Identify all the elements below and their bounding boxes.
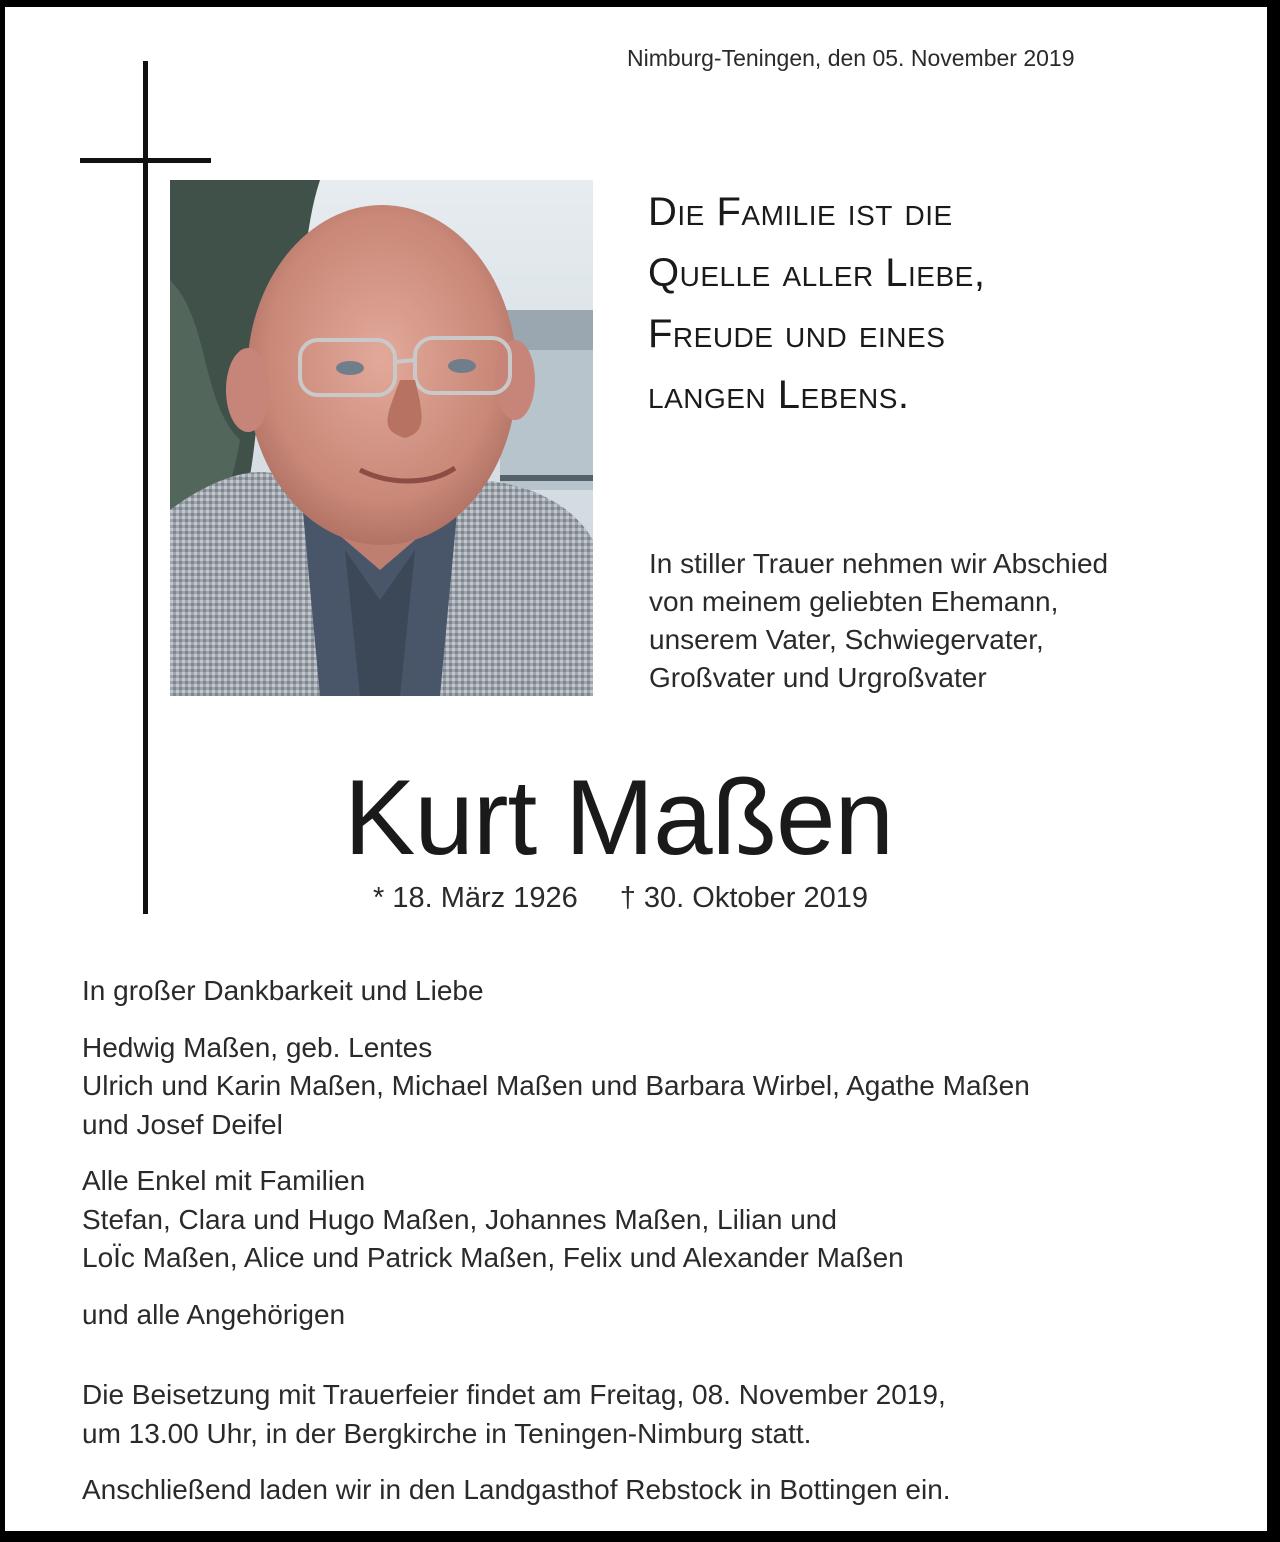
mourners-section [82,972,1030,1510]
family-line: und Josef Deifel [82,1108,283,1140]
family-line: Hedwig Maßen, geb. Lentes [82,1031,433,1063]
quote-line: Freude und eines [648,312,946,356]
intro-line: Großvater und Urgroßvater [649,662,987,693]
obituary-notice [5,7,1267,1531]
grandchildren-line: Stefan, Clara und Hugo Maßen, Johannes Maßen, Lilian und [82,1203,837,1235]
funeral-details [82,1376,1030,1453]
intro-line: unserem Vater, Schwiegervater, [649,624,1044,655]
cross-horizontal-beam [80,158,211,163]
cross-vertical-beam [143,61,148,914]
quote-line: Quelle aller Liebe, [648,251,986,295]
grandchildren-list [82,1162,1030,1278]
grandchildren-line: LoÏc Maßen, Alice und Patrick Maßen, Felix und Alexander Maßen [82,1242,904,1273]
place-date-line: Nimburg-Teningen, den 05. November 2019 [627,45,1075,71]
quote-line: Die Familie ist die [648,190,953,234]
gratitude-line [82,972,1030,1011]
deceased-name: Kurt Maßen [344,757,893,877]
relatives-line [82,1296,1030,1335]
death-date: † 30. Oktober 2019 [619,882,869,914]
birth-date: * 18. März 1926 [373,882,578,914]
reception-note [82,1471,1030,1510]
portrait-photo [170,180,593,696]
family-list [82,1029,1030,1145]
family-line: Ulrich und Karin Maßen, Michael Maßen und Barbara Wirbel, Agathe Maßen [82,1070,1030,1101]
mourning-intro [649,545,1108,697]
memorial-quote [648,182,985,426]
relatives-text: und alle Angehörigen [82,1298,346,1330]
reception-text: Anschließend laden wir in den Landgasthof Rebstock in Bottingen ein. [82,1474,951,1505]
gratitude-text: In großer Dankbarkeit und Liebe [82,975,484,1006]
funeral-line: Die Beisetzung mit Trauerfeier findet am Freitag, 08. November 2019, [82,1379,946,1410]
intro-line: von meinem geliebten Ehemann, [649,586,1059,617]
intro-line: In stiller Trauer nehmen wir Abschied [649,548,1109,579]
quote-line: langen Lebens. [648,373,910,417]
funeral-line: um 13.00 Uhr, in der Bergkirche in Teningen-Nimburg statt. [82,1417,812,1449]
life-dates [373,882,868,915]
grandchildren-line: Alle Enkel mit Familien [82,1165,366,1196]
